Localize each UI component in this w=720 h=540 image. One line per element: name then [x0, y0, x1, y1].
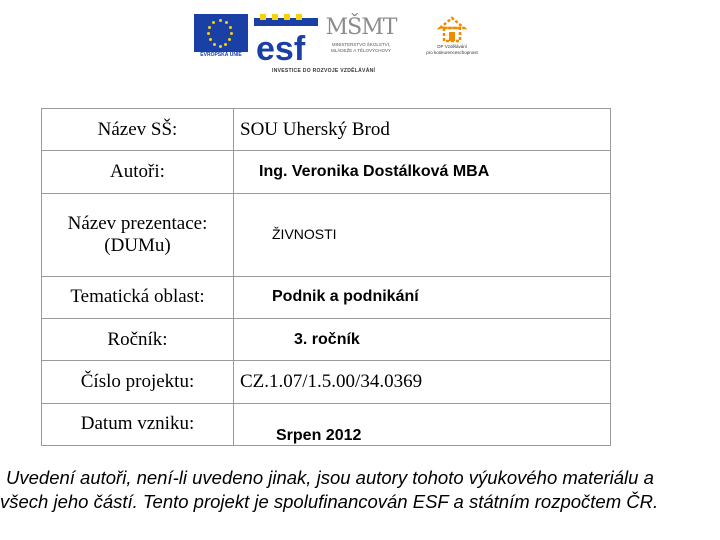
table-row — [42, 318, 611, 360]
grade-value: 3. ročník — [294, 330, 360, 348]
invest-tagline: INVESTICE DO ROZVOJE VZDĚLÁVÁNÍ — [272, 68, 376, 74]
school-name-label: Název SŠ: — [42, 109, 234, 151]
msmt-mark: MŠMT — [325, 15, 397, 40]
topic-area-label: Tematická oblast: — [42, 276, 234, 318]
msmt-caption-line1: MINISTERSTVO ŠKOLSTVÍ, — [331, 42, 391, 47]
project-number-label: Číslo projektu: — [42, 361, 234, 403]
presentation-name-label: Název prezentace: (DUMu) — [42, 193, 234, 276]
op-caption-line2: pro konkurenceschopnost — [426, 50, 478, 55]
eu-caption: EVROPSKÁ UNIE — [200, 52, 242, 58]
table-row — [42, 193, 611, 276]
presentation-info-table — [41, 108, 611, 446]
creation-date-value: Srpen 2012 — [276, 427, 362, 445]
table-row — [42, 361, 611, 403]
school-name-value: SOU Uherský Brod — [240, 118, 390, 140]
presentation-name-value: ŽIVNOSTI — [272, 225, 337, 242]
svg-text:esf: esf — [256, 30, 306, 64]
table-row — [42, 276, 611, 318]
table-row — [42, 151, 611, 193]
table-row — [42, 109, 611, 151]
table-row — [42, 403, 611, 445]
op-house-icon — [437, 14, 467, 44]
op-caption-line1: OP Vzdělávání — [437, 44, 467, 49]
creation-date-label: Datum vzniku: — [42, 403, 234, 445]
op-logo — [426, 14, 478, 66]
msmt-logo — [312, 14, 410, 66]
eu-flag-icon — [194, 14, 248, 52]
authorship-note — [0, 466, 720, 514]
authors-label: Autoři: — [42, 151, 234, 193]
msmt-caption-line2: MLÁDEŽE A TĚLOVÝCHOVY — [331, 48, 391, 53]
project-number-value: CZ.1.07/1.5.00/34.0369 — [240, 370, 423, 392]
eu-logo — [192, 14, 250, 66]
esf-logo-icon — [254, 14, 318, 64]
authorship-note-line2: všech jeho částí. Tento projekt je spolufinancován ESF a státním rozpočtem ČR. — [0, 491, 659, 512]
topic-area-value: Podnik a podnikání — [272, 288, 419, 306]
authorship-note-line1: Uvedení autoři, není-li uvedeno jinak, jsou autory tohoto výukového materiálu a — [6, 467, 654, 488]
grade-label: Ročník: — [42, 318, 234, 360]
authors-value: Ing. Veronika Dostálková MBA — [259, 163, 490, 181]
logo-banner — [188, 8, 478, 78]
esf-logo — [254, 14, 320, 66]
